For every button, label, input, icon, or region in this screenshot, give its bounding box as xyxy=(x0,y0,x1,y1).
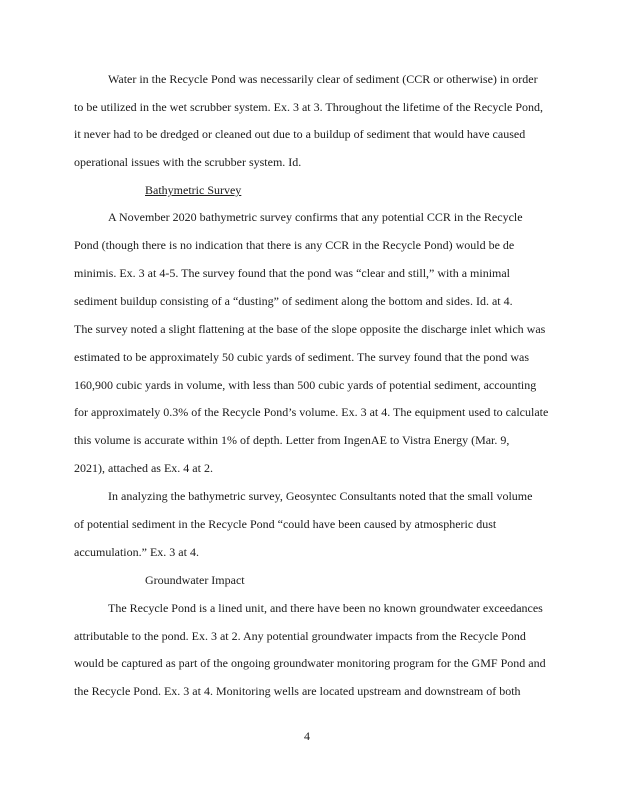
paragraph1-line: operational issues with the scrubber system. Id. xyxy=(74,155,302,169)
paragraph3-line: of potential sediment in the Recycle Pond “could have been caused by atmospheric dust xyxy=(74,517,497,531)
paragraph3-line: accumulation.” Ex. 3 at 4. xyxy=(74,545,199,559)
paragraph4-line: attributable to the pond. Ex. 3 at 2. Any potential groundwater impacts from the Recycle Pond xyxy=(74,629,526,643)
section-heading-bathymetric: Bathymetric Survey xyxy=(145,183,242,197)
paragraph2-line: this volume is accurate within 1% of depth. Letter from IngenAE to Vistra Energy (Mar. 9, xyxy=(74,433,510,447)
paragraph2-line: The survey noted a slight flattening at the base of the slope opposite the discharge inlet which was xyxy=(74,322,546,336)
paragraph2-line: 160,900 cubic yards in volume, with less than 500 cubic yards of potential sediment, accounting xyxy=(74,378,537,392)
page-number: 4 xyxy=(304,729,310,743)
paragraph1-line: it never had to be dredged or cleaned out due to a buildup of sediment that would have caused xyxy=(74,127,526,141)
paragraph2-line: A November 2020 bathymetric survey confirms that any potential CCR in the Recycle xyxy=(108,210,523,224)
paragraph4-line: The Recycle Pond is a lined unit, and there have been no known groundwater exceedances xyxy=(108,601,543,615)
paragraph3-line: In analyzing the bathymetric survey, Geosyntec Consultants noted that the small volume xyxy=(108,489,533,503)
paragraph2-line: Pond (though there is no indication that there is any CCR in the Recycle Pond) would be de xyxy=(74,238,515,252)
paragraph4-line: the Recycle Pond. Ex. 3 at 4. Monitoring wells are located upstream and downstream of both xyxy=(74,684,521,698)
paragraph1-line: to be utilized in the wet scrubber system. Ex. 3 at 3. Throughout the lifetime of the Recycle Pond, xyxy=(74,100,544,114)
paragraph2-line: minimis. Ex. 3 at 4-5. The survey found that the pond was “clear and still,” with a minimal xyxy=(74,266,511,280)
paragraph2-line: sediment buildup consisting of a “dusting” of sediment along the bottom and sides. Id. at 4. xyxy=(74,294,513,308)
paragraph2-line: 2021), attached as Ex. 4 at 2. xyxy=(74,461,213,475)
paragraph1-line: Water in the Recycle Pond was necessarily clear of sediment (CCR or otherwise) in order xyxy=(108,72,538,86)
paragraph2-line: estimated to be approximately 50 cubic yards of sediment. The survey found that the pond was xyxy=(74,350,529,364)
paragraph4-line: would be captured as part of the ongoing groundwater monitoring program for the GMF Pond and xyxy=(74,656,546,670)
section-heading-groundwater: Groundwater Impact xyxy=(145,573,245,587)
paragraph2-line: for approximately 0.3% of the Recycle Pond’s volume. Ex. 3 at 4. The equipment used to calculate xyxy=(74,405,549,419)
